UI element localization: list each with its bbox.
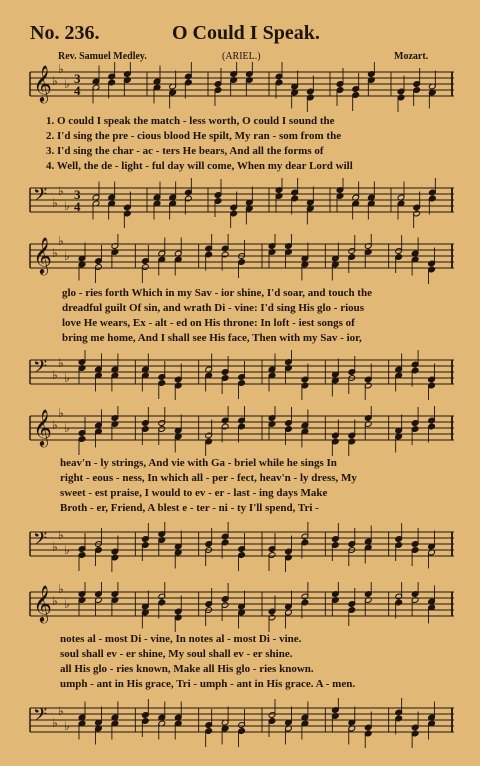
flat-icon: ♭ (58, 62, 64, 76)
flat-icon: ♭ (64, 371, 70, 385)
flat-icon: ♭ (58, 704, 64, 718)
flat-icon: ♭ (52, 418, 58, 432)
treble-staff-1 (0, 62, 480, 112)
lyrics-system-4 (0, 632, 480, 696)
lyric-line: umph - ant in His grace, Tri - umph - ant in His grace. A - men. (60, 678, 356, 690)
lyric-line: 3. I'd sing the char - ac - ters He bears, And all the forms of (46, 145, 324, 157)
lyric-line: notes al - most Di - vine, In notes al - most Di - vine. (60, 633, 302, 645)
lyric-line: 1. O could I speak the match - less worth, O could I sound the (46, 115, 335, 127)
flat-icon: ♭ (58, 356, 64, 370)
treble-clef-icon: 𝄞 (33, 236, 52, 274)
lyric-line: right - eous - ness, In which all - per - fect, heav'n - ly dress, My (60, 472, 357, 484)
hymn-title: O Could I Speak. (172, 22, 320, 44)
flat-icon: ♭ (58, 234, 64, 248)
lyrics-system-2 (0, 286, 480, 350)
flat-icon: ♭ (64, 77, 70, 91)
flat-icon: ♭ (58, 582, 64, 596)
flat-icon: ♭ (52, 368, 58, 382)
flat-icon: ♭ (52, 196, 58, 210)
bass-staff-2 (0, 350, 480, 400)
lyric-line: glo - ries forth Which in my Sav - ior shine, I'd soar, and touch the (62, 287, 372, 299)
time-signature: 4 (74, 199, 81, 214)
flat-icon: ♭ (64, 421, 70, 435)
lyric-line: dreadful guilt Of sin, and wrath Di - vine: I'd sing His glo - rious (62, 302, 365, 314)
bass-clef-icon: 𝄢 (33, 185, 48, 210)
flat-icon: ♭ (58, 184, 64, 198)
bass-staff-4 (0, 698, 480, 748)
lyric-line: Broth - er, Friend, A blest e - ter - ni - ty I'll spend, Tri - (60, 502, 319, 514)
lyrics-system-1 (0, 114, 480, 178)
treble-staff-2 (0, 234, 480, 284)
bass-staff-3 (0, 522, 480, 572)
flat-icon: ♭ (58, 406, 64, 420)
treble-staff-4 (0, 582, 480, 632)
lyric-line: all His glo - ries known, Make all His glo - ries known. (60, 663, 314, 675)
time-signature: 3 (74, 187, 81, 202)
bass-clef-icon: 𝄢 (33, 705, 48, 730)
tune-name: (ARIEL.) (222, 51, 261, 62)
flat-icon: ♭ (64, 199, 70, 213)
treble-staff-3 (0, 406, 480, 456)
flat-icon: ♭ (52, 716, 58, 730)
flat-icon: ♭ (64, 543, 70, 557)
flat-icon: ♭ (64, 719, 70, 733)
bass-clef-icon: 𝄢 (33, 529, 48, 554)
bass-staff-1 (0, 178, 480, 228)
lyric-line: love He wears, Ex - alt - ed on His throne: In loft - iest songs of (62, 317, 355, 329)
flat-icon: ♭ (52, 74, 58, 88)
lyric-line: heav'n - ly strings, And vie with Ga - briel while he sings In (60, 457, 337, 469)
hymn-number: No. 236. (30, 22, 100, 44)
lyric-line: 2. I'd sing the pre - cious blood He spilt, My ran - som from the (46, 130, 342, 142)
lyric-line: bring me home, And I shall see His face, Then with my Sav - ior, (62, 332, 362, 344)
lyrics-system-3 (0, 456, 480, 520)
flat-icon: ♭ (52, 540, 58, 554)
flat-icon: ♭ (52, 594, 58, 608)
time-signature: 3 (74, 71, 81, 86)
flat-icon: ♭ (64, 249, 70, 263)
bass-clef-icon: 𝄢 (33, 357, 48, 382)
treble-clef-icon: 𝄞 (33, 408, 52, 446)
lyric-line: 4. Well, the de - light - ful day will come, When my dear Lord will (46, 160, 353, 172)
treble-clef-icon: 𝄞 (33, 64, 52, 102)
author-credit: Rev. Samuel Medley. (58, 51, 147, 62)
flat-icon: ♭ (64, 597, 70, 611)
composer-credit: Mozart. (394, 51, 429, 62)
flat-icon: ♭ (52, 246, 58, 260)
lyric-line: sweet - est praise, I would to ev - er - last - ing days Make (60, 487, 328, 499)
time-signature: 4 (74, 83, 81, 98)
lyric-line: soul shall ev - er shine, My soul shall ev - er shine. (60, 648, 293, 660)
flat-icon: ♭ (58, 528, 64, 542)
treble-clef-icon: 𝄞 (33, 584, 52, 622)
